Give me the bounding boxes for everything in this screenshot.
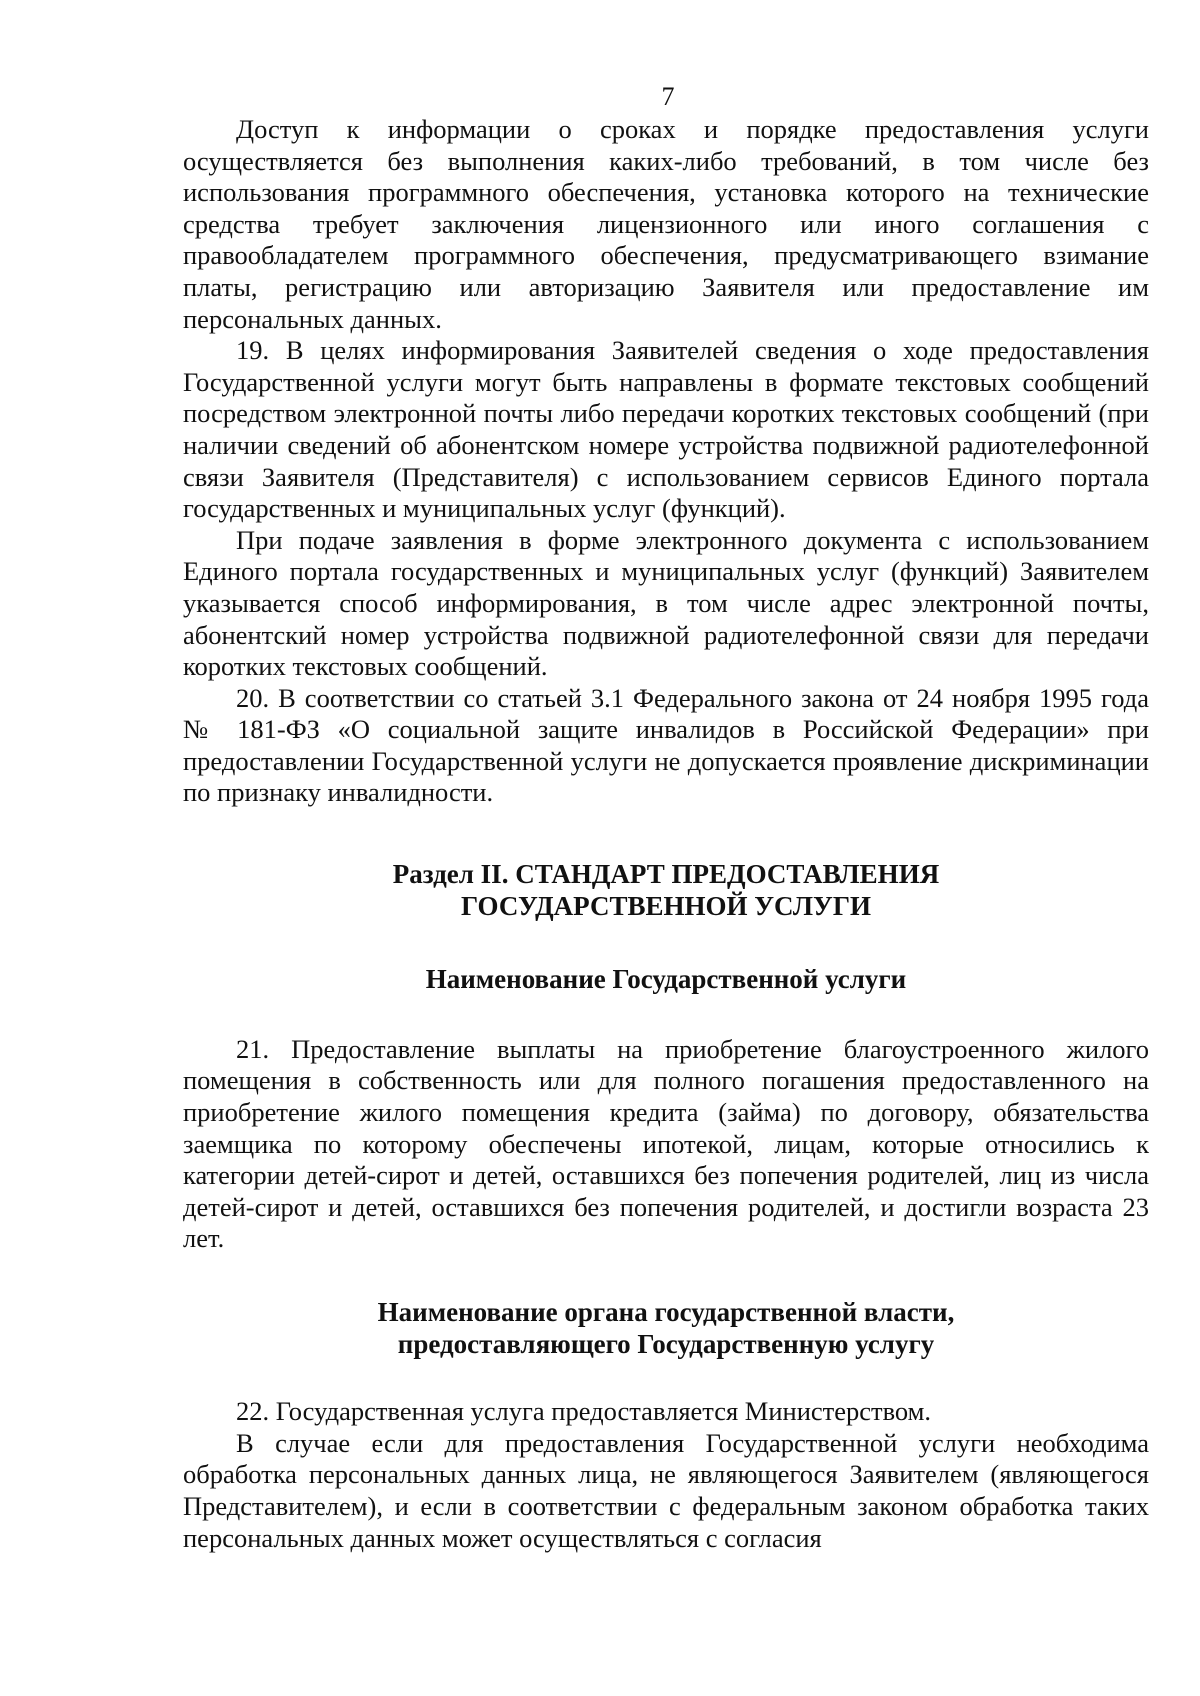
spacer [183, 1255, 1149, 1297]
paragraph-19: 19. В целях информирования Заявителей сведения о ходе предоставления Государственной услуги могут быть направлены в формате текстовых сообщений посредством электронной почты либо передачи коротких текстовых сообщений (при наличии сведений об абонентском номере устройства подвижной радиотелефонной связи Заявителя (Представителя) с использованием сервисов Единого портала государственных и муниципальных услуг (функций). [183, 335, 1149, 524]
document-page [183, 82, 1149, 1554]
section-heading-line1: Раздел II. СТАНДАРТ ПРЕДОСТАВЛЕНИЯ [392, 859, 940, 890]
subheading-authority-line1: Наименование органа государственной власти, [377, 1297, 955, 1327]
spacer [183, 1360, 1149, 1396]
paragraph-personal-data: В случае если для предоставления Государственной услуги необходима обработка персональных данных лица, не являющегося Заявителем (являющегося Представителем), и если в соответствии с федеральным законом обработка таких персональных данных может осуществляться с согласия [183, 1427, 1149, 1553]
spacer [183, 922, 1149, 964]
subheading-authority-line2: предоставляющего Государственную услугу [397, 1328, 935, 1359]
paragraph-20: 20. В соответствии со статьей 3.1 Федерального закона от 24 ноября 1995 года № 181-ФЗ «О социальной защите инвалидов в Российской Федерации» при предоставлении Государственной услуги не допускается проявление дискриминации по признаку инвалидности. [183, 682, 1149, 808]
spacer [183, 809, 1149, 859]
subheading-service-name: Наименование Государственной услуги [425, 964, 907, 995]
section-heading-line2: ГОСУДАРСТВЕННОЙ УСЛУГИ [461, 890, 871, 921]
paragraph-application-submission: При подаче заявления в форме электронного документа с использованием Единого портала государственных и муниципальных услуг (функций) Заявителем указывается способ информирования, в том числе адрес электронной почты, абонентский номер устройства подвижной радиотелефонной связи для передачи коротких текстовых сообщений. [183, 524, 1149, 682]
spacer [183, 996, 1149, 1034]
page-number: 7 [661, 82, 675, 111]
paragraph-22: 22. Государственная услуга предоставляется Министерством. [236, 1396, 932, 1427]
paragraph-access-info: Доступ к информации о сроках и порядке предоставления услуги осуществляется без выполнения каких-либо требований, в том числе без использования программного обеспечения, установка которого на технические средства требует заключения лицензионного или иного соглашения с правообладателем программного обеспечения, предусматривающего взимание платы, регистрацию или авторизацию Заявителя или предоставление им персональных данных. [183, 114, 1149, 334]
paragraph-21: 21. Предоставление выплаты на приобретение благоустроенного жилого помещения в собственность или для полного погашения предоставленного на приобретение жилого помещения кредита (займа) по договору, обязательства заемщика по которому обеспечены ипотекой, лицам, которые относились к категории детей-сирот и детей, оставшихся без попечения родителей, лиц из числа детей-сирот и детей, оставшихся без попечения родителей, и достигли возраста 23 лет. [183, 1033, 1149, 1254]
